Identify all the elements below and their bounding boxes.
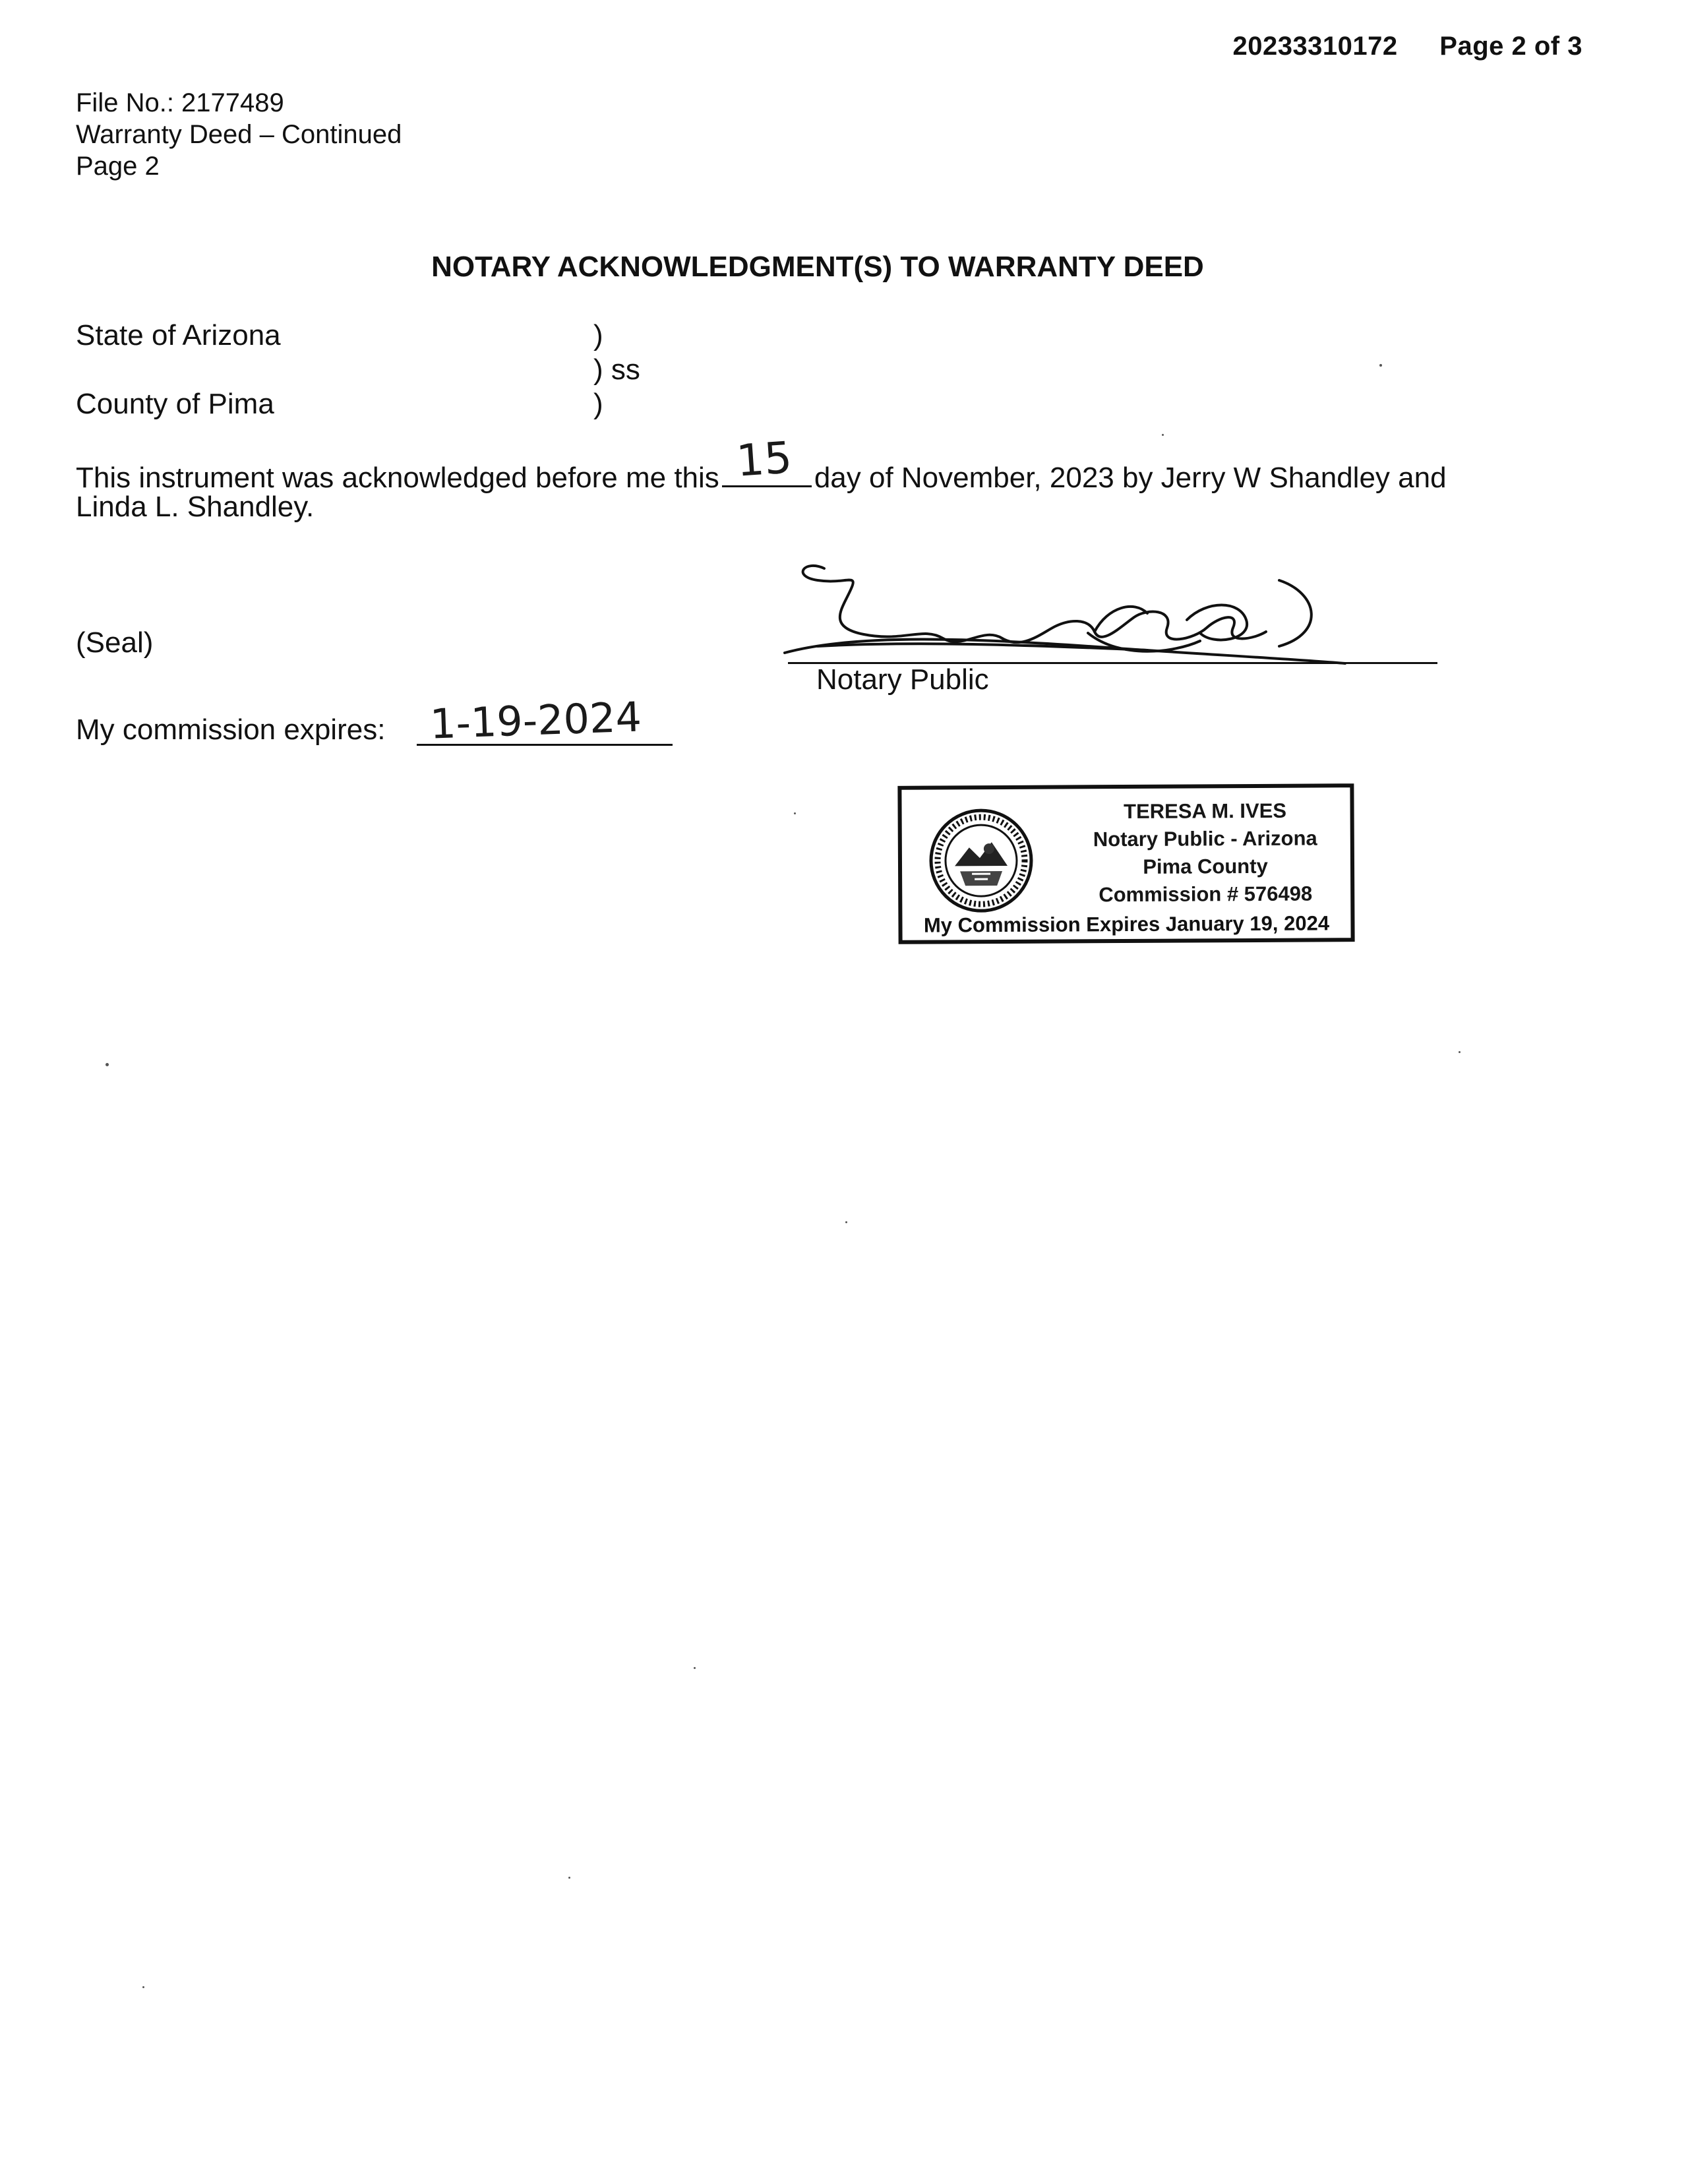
venue-paren-top: ) (593, 319, 603, 351)
file-info-block (76, 87, 402, 182)
scan-speck (1459, 1051, 1461, 1053)
notary-stamp (897, 783, 1354, 944)
acknowledgment-after-day: day of November, 2023 by Jerry W Shandley and (814, 462, 1447, 494)
venue-paren-bottom: ) (593, 388, 603, 420)
page-indicator: Page 2 of 3 (1439, 32, 1582, 61)
notary-public-label: Notary Public (816, 663, 989, 696)
scan-speck (1162, 434, 1164, 436)
arizona-state-seal-icon (928, 808, 1035, 914)
acknowledgment-before-day: This instrument was acknowledged before me this (76, 462, 719, 494)
venue-paren-ss: ) ss (593, 353, 640, 386)
stamp-text-block (1066, 797, 1344, 909)
scan-speck (694, 1667, 696, 1669)
seal-label: (Seal) (76, 626, 154, 659)
notary-signature (778, 554, 1444, 679)
document-header (1232, 32, 1582, 61)
document-number: 20233310172 (1232, 32, 1398, 61)
day-blank (722, 432, 812, 487)
scan-speck (142, 1986, 144, 1988)
commission-date-handwritten: 1-19-2024 (429, 692, 643, 748)
day-handwritten: 15 (735, 432, 794, 487)
scan-speck (794, 812, 796, 814)
scan-speck (1379, 364, 1382, 367)
county-label: County of Pima (76, 388, 274, 420)
acknowledgment-line-2: Linda L. Shandley. (76, 491, 315, 523)
stamp-expiration: My Commission Expires January 19, 2024 (923, 911, 1330, 937)
state-label: State of Arizona (76, 319, 281, 351)
scan-speck (106, 1063, 109, 1066)
scan-speck (568, 1877, 570, 1879)
file-number: File No.: 2177489 (76, 88, 284, 117)
stamp-notary-name: TERESA M. IVES (1124, 799, 1287, 824)
stamp-county: Pima County (1143, 854, 1268, 878)
stamp-notary-title: Notary Public - Arizona (1093, 826, 1317, 851)
commission-expires-label: My commission expires: (76, 713, 386, 746)
scan-speck (845, 1221, 847, 1223)
acknowledgment-line-1 (76, 432, 1447, 495)
page-label: Page 2 (76, 152, 160, 181)
stamp-commission-number: Commission # 576498 (1099, 882, 1313, 907)
page-title: NOTARY ACKNOWLEDGMENT(S) TO WARRANTY DEED (431, 251, 1204, 283)
deed-continued-label: Warranty Deed – Continued (76, 120, 402, 149)
